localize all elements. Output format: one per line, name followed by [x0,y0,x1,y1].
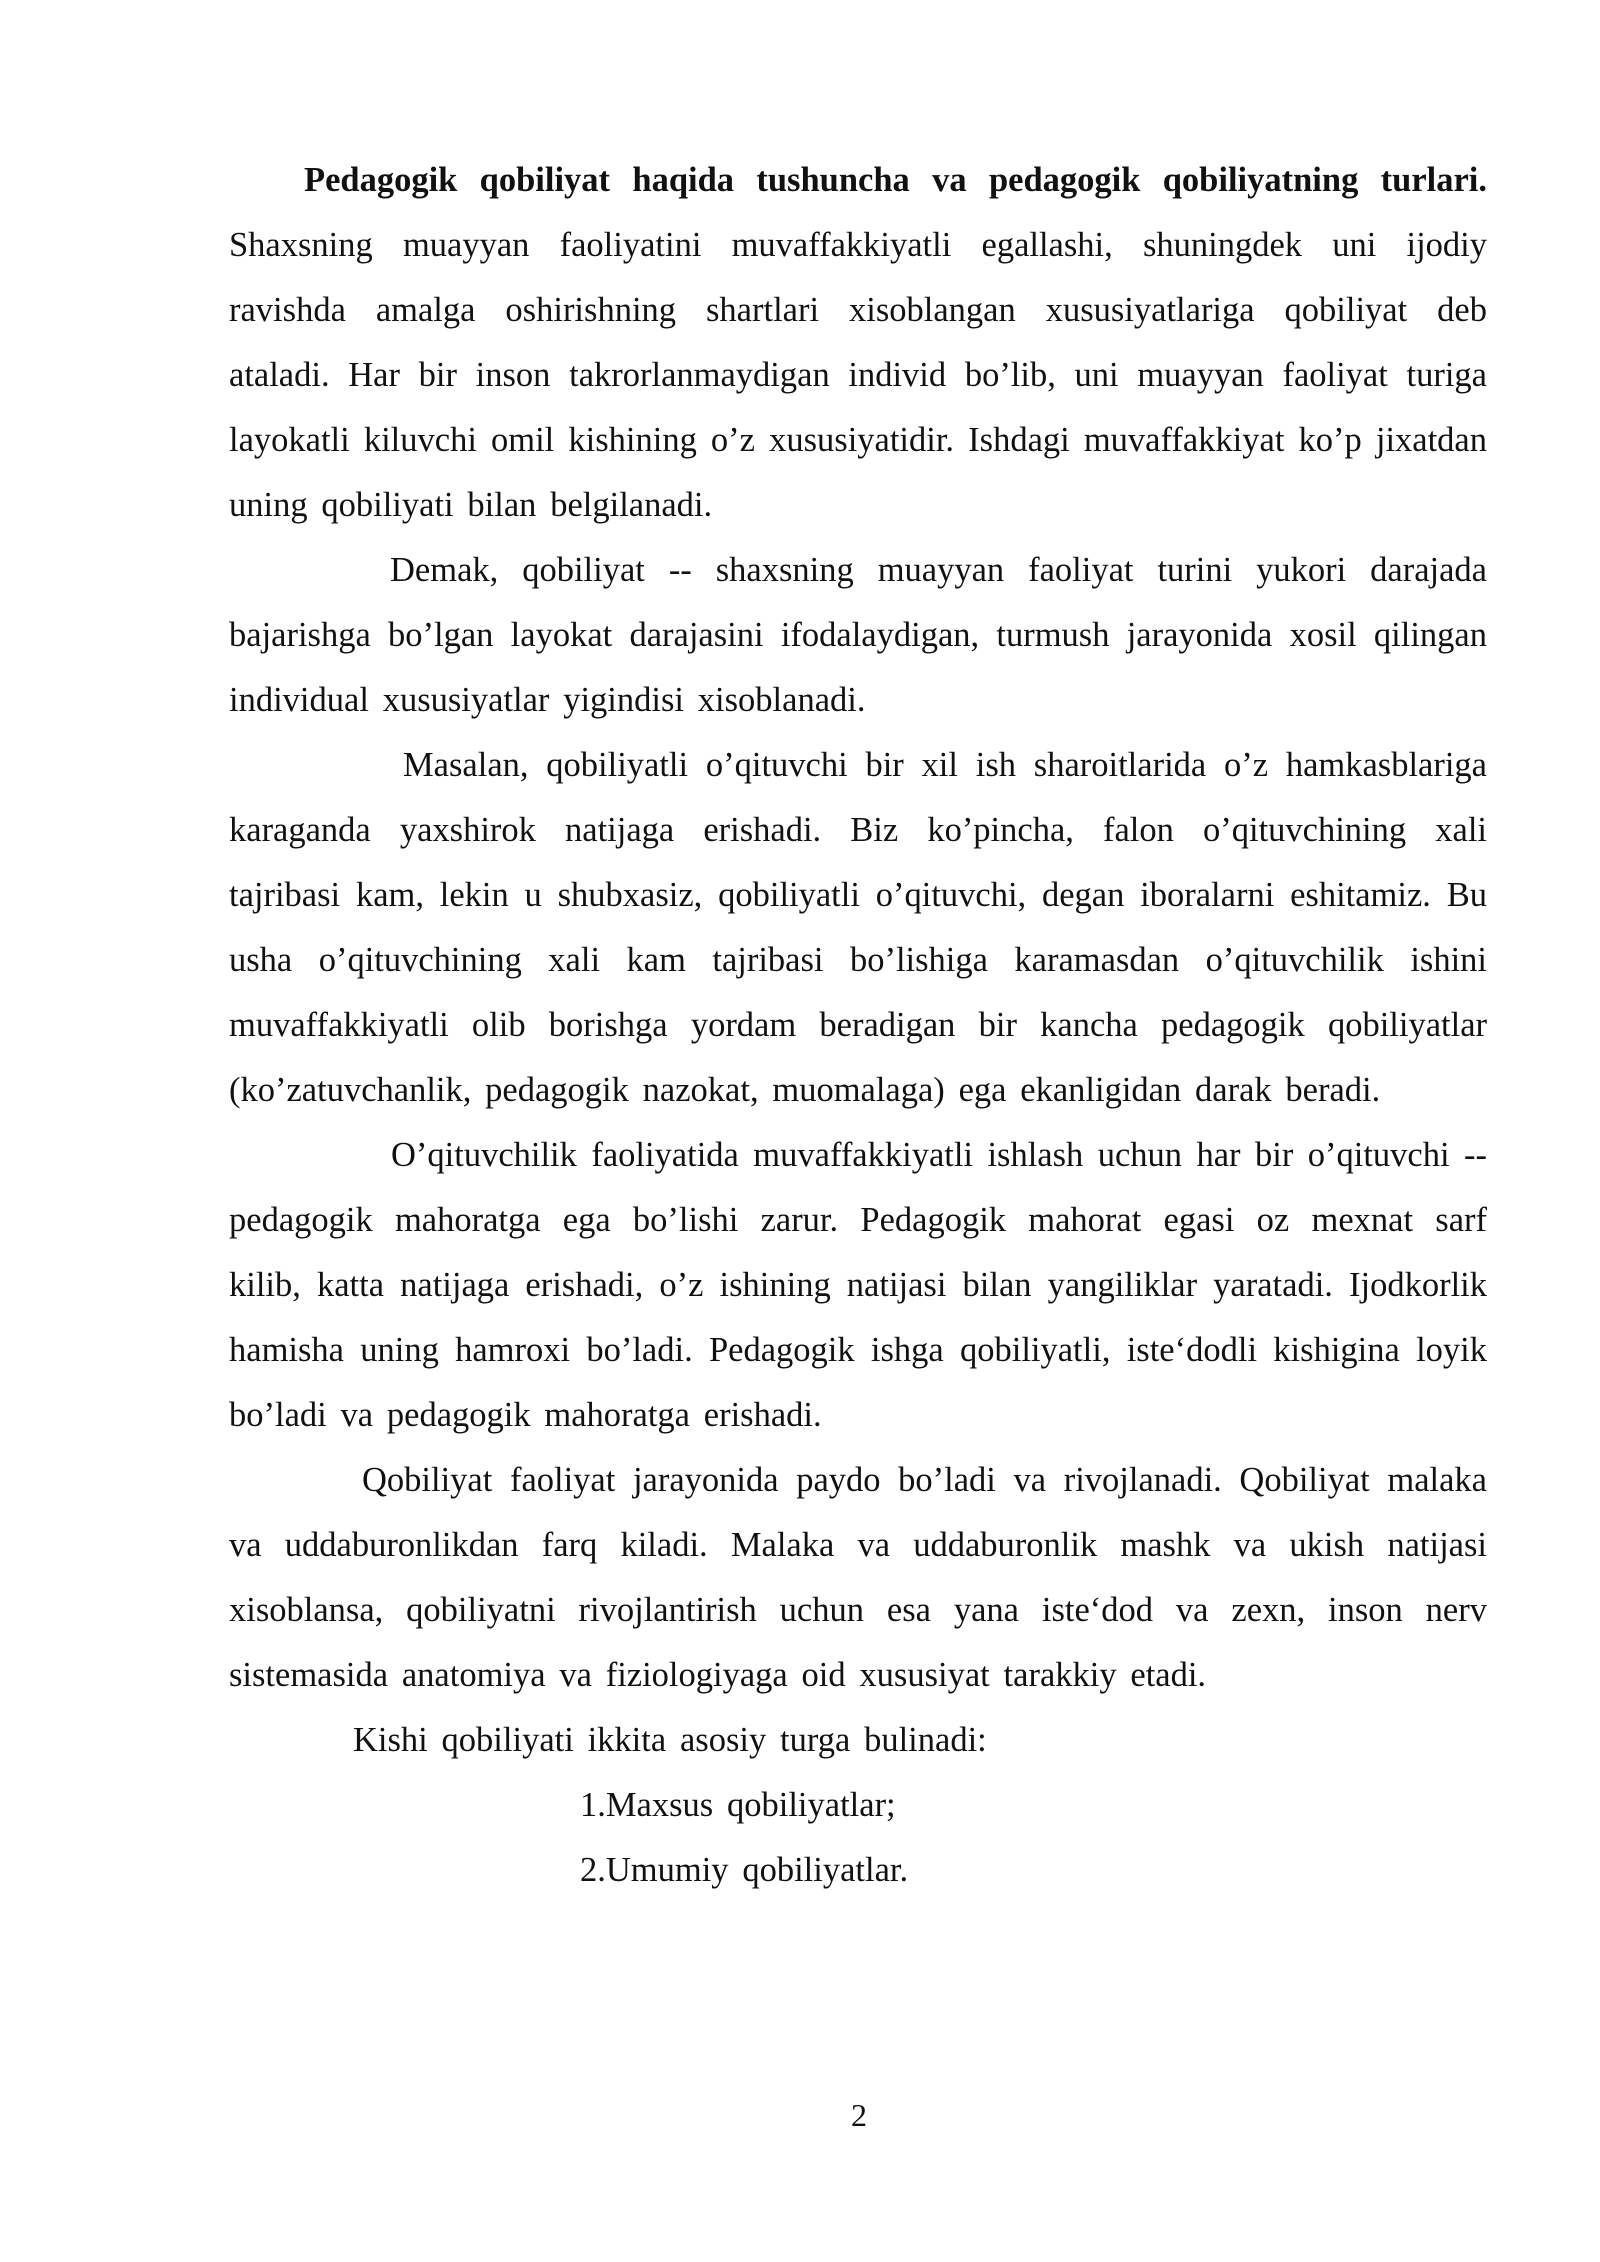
paragraph-4: O’qituvchilik faoliyatida muvaffakkiyatli ishlash uchun har bir o’qituvchi -- pedagogik mahoratga ega bo’lishi zarur. Pedagogik mahorat egasi oz mexnat sarf kilib, katta natijaga erishadi, o’z ishining natijasi bilan yangiliklar yaratadi. Ijodkorlik hamisha uning hamroxi bo’ladi. Pedagogik ishga qobiliyatli, iste‘dodli kishigina loyik bo’ladi va pedagogik mahoratga erishadi. [229,1136,1487,1434]
abilities-list [229,1773,1487,1903]
paragraph-5: Qobiliyat faoliyat jarayonida paydo bo’ladi va rivojlanadi. Qobiliyat malaka va uddaburonlikdan farq kiladi. Malaka va uddaburonlik mashk va ukish natijasi xisoblansa, qobiliyatni rivojlantirish uchun esa yana iste‘dod va zexn, inson nerv sistemasida anatomiya va fiziologiyaga oid xususiyat tarakkiy etadi. [229,1461,1487,1694]
paragraph-6: Kishi qobiliyati ikkita asosiy turga bulinadi: [353,1721,987,1759]
list-item: 1.Maxsus qobiliyatlar; [580,1786,896,1824]
paragraph-1-text: Shaxsning muayyan faoliyatini muvaffakkiyatli egallashi, shuningdek uni ijodiy ravishda amalga oshirishning shartlari xisoblangan xususiyatlariga qobiliyat deb ataladi. Har bir inson takrorlanmaydigan individ bo’lib, uni muayyan faoliyat turiga layokatli kiluvchi omil kishining o’z xususiyatidir. Ishdagi muvaffakkiyat ko’p jixatdan uning qobiliyati bilan belgilanadi. [229,226,1487,524]
paragraph-1 [229,148,1487,538]
paragraph-2: Demak, qobiliyat -- shaxsning muayyan faoliyat turini yukori darajada bajarishga bo’lgan layokat darajasini ifodalaydigan, turmush jarayonida xosil qilingan individual xususiyatlar yigindisi xisoblanadi. [229,551,1487,719]
body-text [229,148,1487,1903]
section-heading: Pedagogik qobiliyat haqida tushuncha va pedagogik qobiliyatning turlari. [304,161,1487,199]
paragraph-3: Masalan, qobiliyatli o’qituvchi bir xil ish sharoitlarida o’z hamkasblariga karaganda yaxshirok natijaga erishadi. Biz ko’pincha, falon o’qituvchining xali tajribasi kam, lekin u shubxasiz, qobiliyatli o’qituvchi, degan iboralarni eshitamiz. Bu usha o’qituvchining xali kam tajribasi bo’lishiga karamasdan o’qituvchilik ishini muvaffakkiyatli olib borishga yordam beradigan bir kancha pedagogik qobiliyatlar (ko’zatuvchanlik, pedagogik nazokat, muomalaga) ega ekanligidan darak beradi. [229,746,1487,1109]
page-number: 2 [851,2097,867,2133]
list-item: 2.Umumiy qobiliyatlar. [580,1851,909,1889]
